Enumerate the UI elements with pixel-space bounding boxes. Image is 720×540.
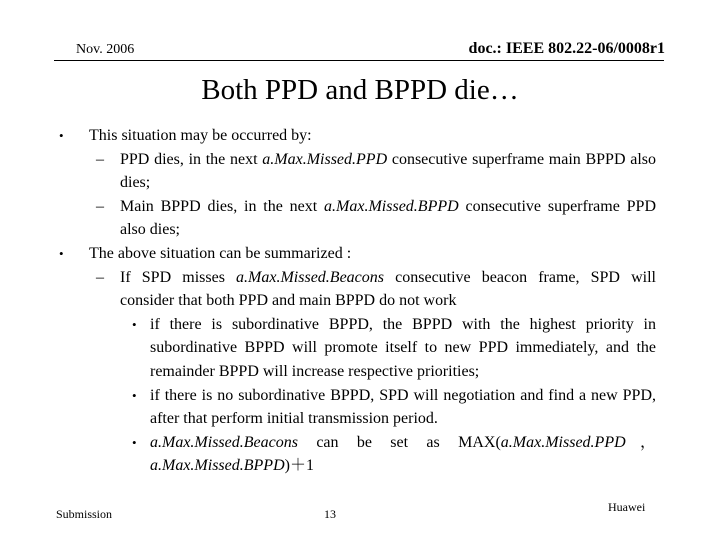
dash-marker: – [96, 197, 104, 215]
footer-submission: Submission [56, 507, 113, 521]
bullet-1-text: This situation may be occurred by: [89, 127, 312, 144]
bullet-2-item-1 [56, 313, 656, 384]
param-name: a.Max.Missed.PPD [500, 433, 626, 451]
header-rule [54, 60, 664, 61]
bullet-2-item-2 [56, 384, 656, 431]
header-date: Nov. 2006 [76, 42, 135, 57]
param-name: a.Max.Missed.PPD [262, 150, 388, 168]
param-name: a.Max.Missed.BPPD [324, 197, 459, 215]
dash-marker: – [96, 150, 104, 168]
text-segment: consecutive superframe main BPPD also dies; [120, 150, 656, 192]
bullet-1 [56, 124, 656, 148]
param-name: a.Max.Missed.BPPD [150, 457, 285, 475]
bullet-2-sub-1 [56, 266, 656, 313]
bullet-2 [56, 242, 656, 266]
text-segment: can be set as MAX( [297, 433, 501, 451]
footer-company: Huawei [608, 500, 646, 514]
text-segment: consecutive superframe PPD also dies; [120, 197, 656, 239]
bullet-1-sub-2 [56, 195, 656, 242]
dash-marker: – [96, 268, 104, 286]
text-segment: )＋1 [284, 457, 314, 475]
small-bullet-marker: • [132, 316, 137, 332]
text-segment: ， [625, 433, 656, 451]
text-segment: consecutive beacon frame, SPD will consider that both PPD and main BPPD do not work [120, 268, 656, 310]
item-text: if there is subordinative BPPD, the BPPD with the highest priority in subordinative BPPD will promote itself to new PPD immediately, and the remainder BPPD will increase respective priorities; [150, 315, 656, 380]
header-doc-id: doc.: IEEE 802.22-06/0008r1 [468, 40, 665, 57]
text-segment: Main BPPD dies, in the next [120, 197, 325, 215]
param-name: a.Max.Missed.Beacons [236, 268, 385, 286]
bullet-2-text: The above situation can be summarized : [89, 244, 352, 262]
slide-body [56, 124, 656, 478]
bullet-marker: • [59, 128, 64, 143]
slide-title: Both PPD and BPPD die… [201, 74, 519, 106]
text-segment: PPD dies, in the next [120, 150, 263, 168]
footer-page-number: 13 [324, 507, 336, 521]
item-text: if there is no subordinative BPPD, SPD will negotiation and find a new PPD, after that perform initial transmission period. [150, 386, 656, 428]
bullet-1-sub-1 [56, 148, 656, 195]
bullet-2-item-3 [56, 431, 656, 478]
bullet-marker: • [59, 245, 64, 261]
param-name: a.Max.Missed.Beacons [150, 433, 298, 451]
small-bullet-marker: • [132, 434, 137, 450]
text-segment: If SPD misses [120, 268, 237, 286]
small-bullet-marker: • [132, 387, 137, 403]
